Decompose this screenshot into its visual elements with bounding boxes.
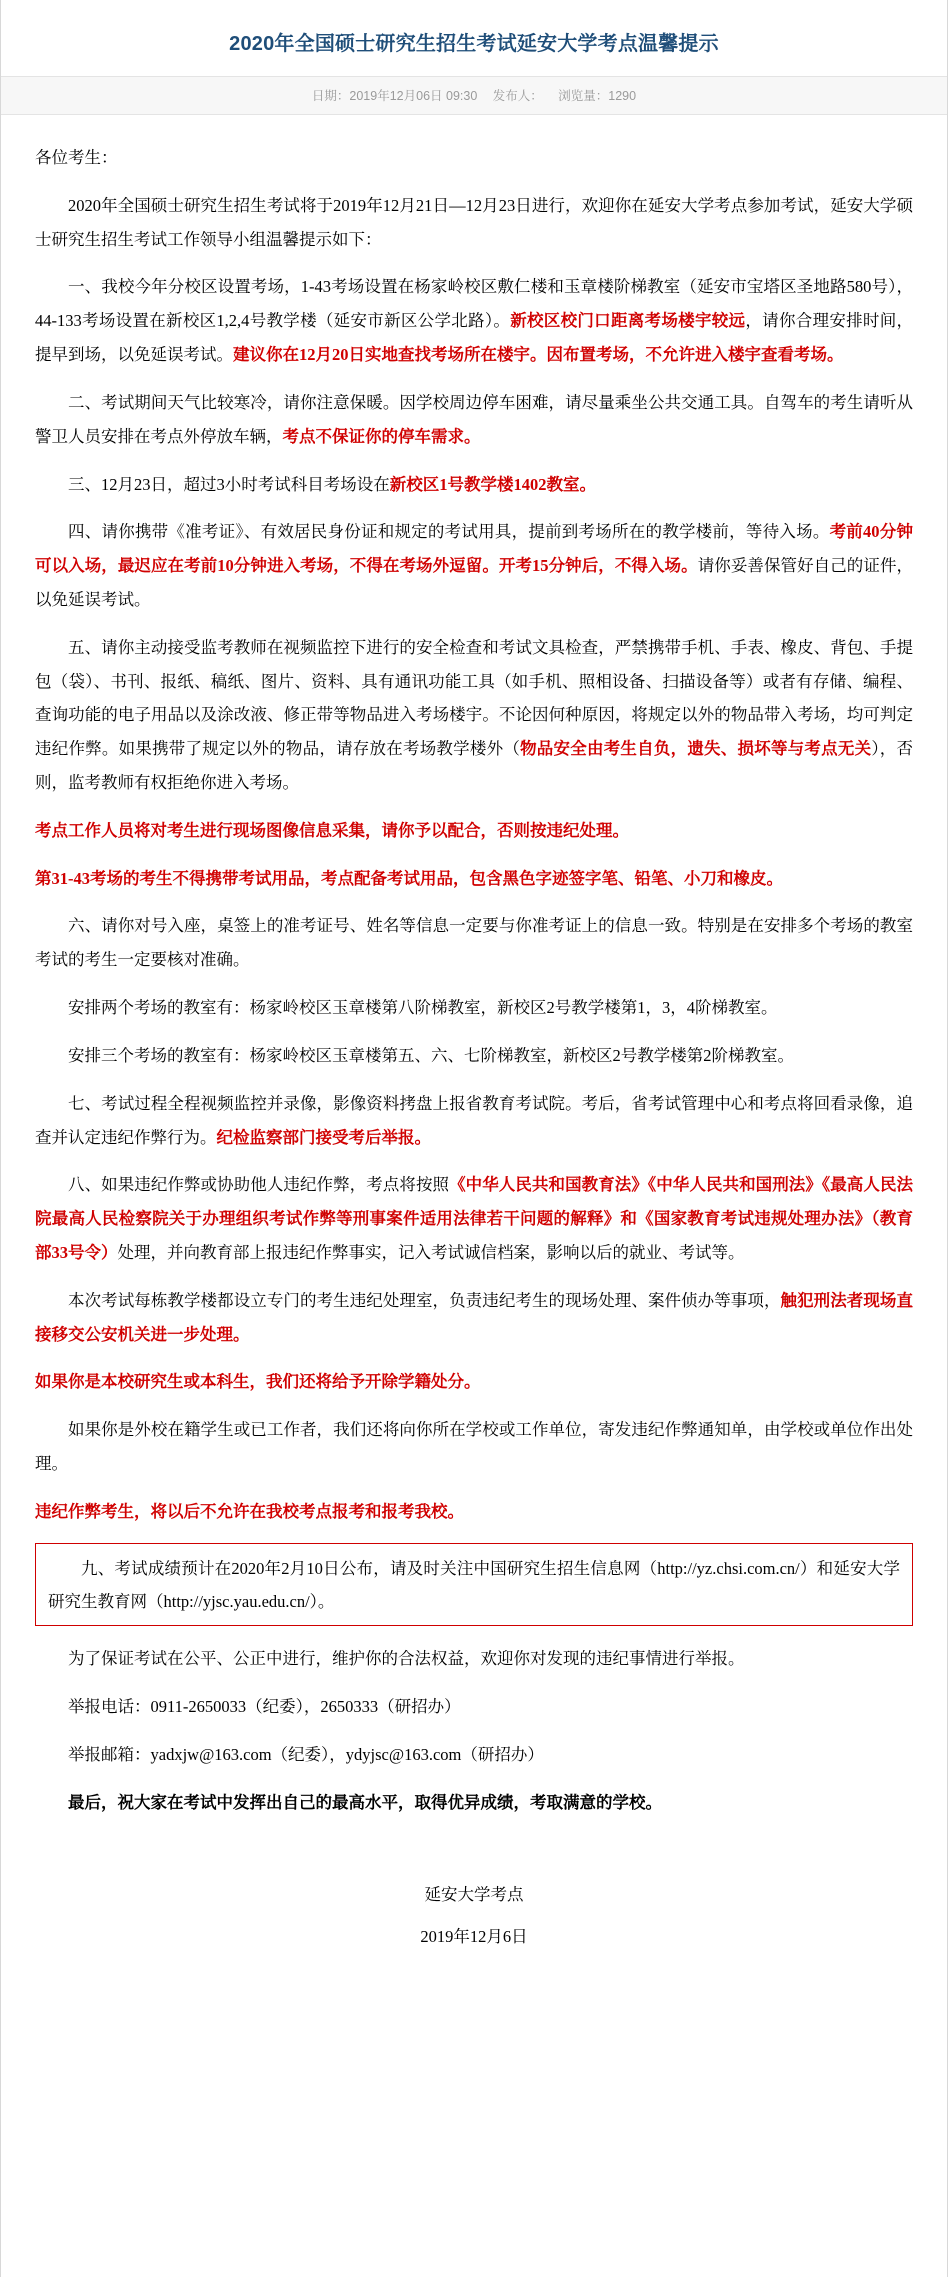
item-3-paragraph [35,468,913,502]
item-6-note-2: 安排三个考场的教室有：杨家岭校区玉章楼第五、六、七阶梯教室，新校区2号教学楼第2阶梯教室。 [68,1045,794,1065]
item-5-highlight: 物品安全由考生自负，遗失、损坏等与考点无关 [520,739,872,759]
item-9-boxed-notice [35,1543,913,1627]
closing-wishes: 最后，祝大家在考试中发挥出自己的最高水平，取得优异成绩，考取满意的学校。 [68,1792,662,1812]
publish-date: 日期：2019年12月06日 09:30 [311,89,478,103]
metadata-bar [1,76,947,115]
item-3-highlight: 新校区1号教学楼1402教室。 [389,474,596,494]
view-count: 浏览量：1290 [558,89,637,103]
item-8-text-part-2: 处理，并向教育部上报违纪作弊事实，记入考试诚信档案，影响以后的就业、考试等。 [117,1242,745,1262]
item-6-paragraph: 六、请你对号入座，桌签上的准考证号、姓名等信息一定要与你准考证上的信息一致。特别是在安排多个考场的教室考试的考生一定要核对准确。 [35,916,913,970]
document-header [1,0,947,76]
item-5-paragraph [35,631,913,800]
signature-date: 2019年12月6日 [420,1927,528,1947]
item-8-paragraph-3: 如果你是外校在籍学生或已工作者，我们还将向你所在学校或工作单位，寄发违纪作弊通知单，由学校或单位作出处理。 [35,1420,913,1473]
item-5-warning-line-1: 考点工作人员将对考生进行现场图像信息采集，请你予以配合，否则按违纪处理。 [35,820,629,840]
item-3-text: 三、12月23日，超过3小时考试科目考场设在 [68,474,390,494]
item-1-paragraph [35,270,913,371]
item-2-paragraph [35,386,913,454]
item-1-text-part-1: 一、我校今年分校区设置考场，1-43考场设置在杨家岭校区敷仁楼和玉章楼阶梯教室（延安市宝塔区圣地路580号），44-133考场设置在新校区1,2,4号教学楼（延安市新区公学北路）。 [35,277,913,331]
signature-block [35,1874,913,1960]
item-2-text: 二、考试期间天气比较寒冷，请你注意保暖。因学校周边停车困难，请尽量乘坐公共交通工具。自驾车的考生请听从警卫人员安排在考点外停放车辆， [35,392,913,446]
item-1-highlight-1: 新校区校门口距离考场楼宇较远 [510,311,746,331]
item-4-text-part-2: 请你妥善保管好自己的证件，以免延误考试。 [35,556,914,609]
item-7-text: 七、考试过程全程视频监控并录像，影像资料拷盘上报省教育考试院。考后，省考试管理中心和考点将回看录像，追查并认定违纪作弊行为。 [35,1093,913,1147]
item-9-text: 九、考试成绩预计在2020年2月10日公布，请及时关注中国研究生招生信息网（http://yz.chsi.com.cn/）和延安大学研究生教育网（http://yjsc.yau.edu.cn/）。 [48,1558,900,1612]
publisher: 发布人： [492,89,543,103]
item-8-paragraph-2 [35,1284,913,1352]
item-7-highlight: 纪检监察部门接受考后举报。 [216,1127,431,1147]
item-5-warning-line-2: 第31-43考场的考生不得携带考试用品，考点配备考试用品，包含黑色字迹签字笔、铅笔、小刀和橡皮。 [35,868,783,888]
report-email-line: 举报邮箱：yadxjw@163.com（纪委），ydyjsc@163.com（研招办） [68,1744,544,1764]
intro-paragraph: 2020年全国硕士研究生招生考试将于2019年12月21日—12月23日进行，欢迎你在延安大学考点参加考试，延安大学硕士研究生招生考试工作领导小组温馨提示如下： [35,195,913,249]
item-1-text-part-2: ，请你合理安排时间，提早到场，以免延误考试。 [35,311,914,365]
item-8-expulsion-warning: 如果你是本校研究生或本科生，我们还将给予开除学籍处分。 [35,1372,481,1392]
item-8-para2-highlight: 触犯刑法者现场直接移交公安机关进一步处理。 [35,1290,914,1344]
item-8-para2-text: 本次考试每栋教学楼都设立专门的考生违纪处理室，负责违纪考生的现场处理、案件侦办等事项， [68,1290,781,1310]
document-body [1,115,947,1979]
item-4-highlight: 考前40分钟可以入场，最迟应在考前10分钟进入考场，不得在考场外逗留。开考15分钟后，不得入场。 [35,522,914,576]
item-6-note-1: 安排两个考场的教室有：杨家岭校区玉章楼第八阶梯教室，新校区2号教学楼第1，3，4阶梯教室。 [68,998,778,1018]
item-4-paragraph [35,515,913,616]
item-1-highlight-2: 建议你在12月20日实地查找考场所在楼宇。因布置考场，不允许进入楼宇查看考场。 [233,345,844,365]
item-2-highlight: 考点不保证你的停车需求。 [282,426,481,446]
item-5-text-part-1: 五、请你主动接受监考教师在视频监控下进行的安全检查和考试文具检查，严禁携带手机、手表、橡皮、背包、手提包（袋）、书刊、报纸、稿纸、图片、资料、具有通讯功能工具（如手机、照相设备、扫描设备等）或者有存储、编程、查询功能的电子用品以及涂改液、修正带等物品进入考场楼宇。不论因何种原因，将规定以外的物品带入考场，均可判定违纪作弊。如果携带了规定以外的物品，请存放在考场教学楼外（ [35,637,913,759]
item-5-text-part-2: ），否则，监考教师有权拒绝你进入考场。 [35,739,914,792]
item-7-paragraph [35,1087,913,1155]
item-4-text-part-1: 四、请你携带《准考证》、有效居民身份证和规定的考试用具，提前到考场所在的教学楼前，等待入场。 [68,522,830,542]
salutation: 各位考生： [35,148,118,167]
page-title: 2020年全国硕士研究生招生考试延安大学考点温馨提示 [229,33,719,55]
item-8-law-references: 《中华人民共和国教育法》《中华人民共和国刑法》《最高人民法院最高人民检察院关于办理组织考试作弊等刑事案件适用法律若干问题的解释》和《国家教育考试违规处理办法》（教育部33号令） [35,1175,914,1262]
item-8-ban-warning: 违纪作弊考生，将以后不允许在我校考点报考和报考我校。 [35,1501,464,1521]
item-8-paragraph [35,1168,913,1269]
item-8-text-part-1: 八、如果违纪作弊或协助他人违纪作弊，考点将按照 [68,1175,450,1195]
signature-organization: 延安大学考点 [424,1884,524,1904]
fairness-statement: 为了保证考试在公平、公正中进行，维护你的合法权益，欢迎你对发现的违纪事情进行举报。 [68,1649,745,1669]
report-phone-line: 举报电话：0911-2650033（纪委），2650333（研招办） [68,1697,461,1717]
